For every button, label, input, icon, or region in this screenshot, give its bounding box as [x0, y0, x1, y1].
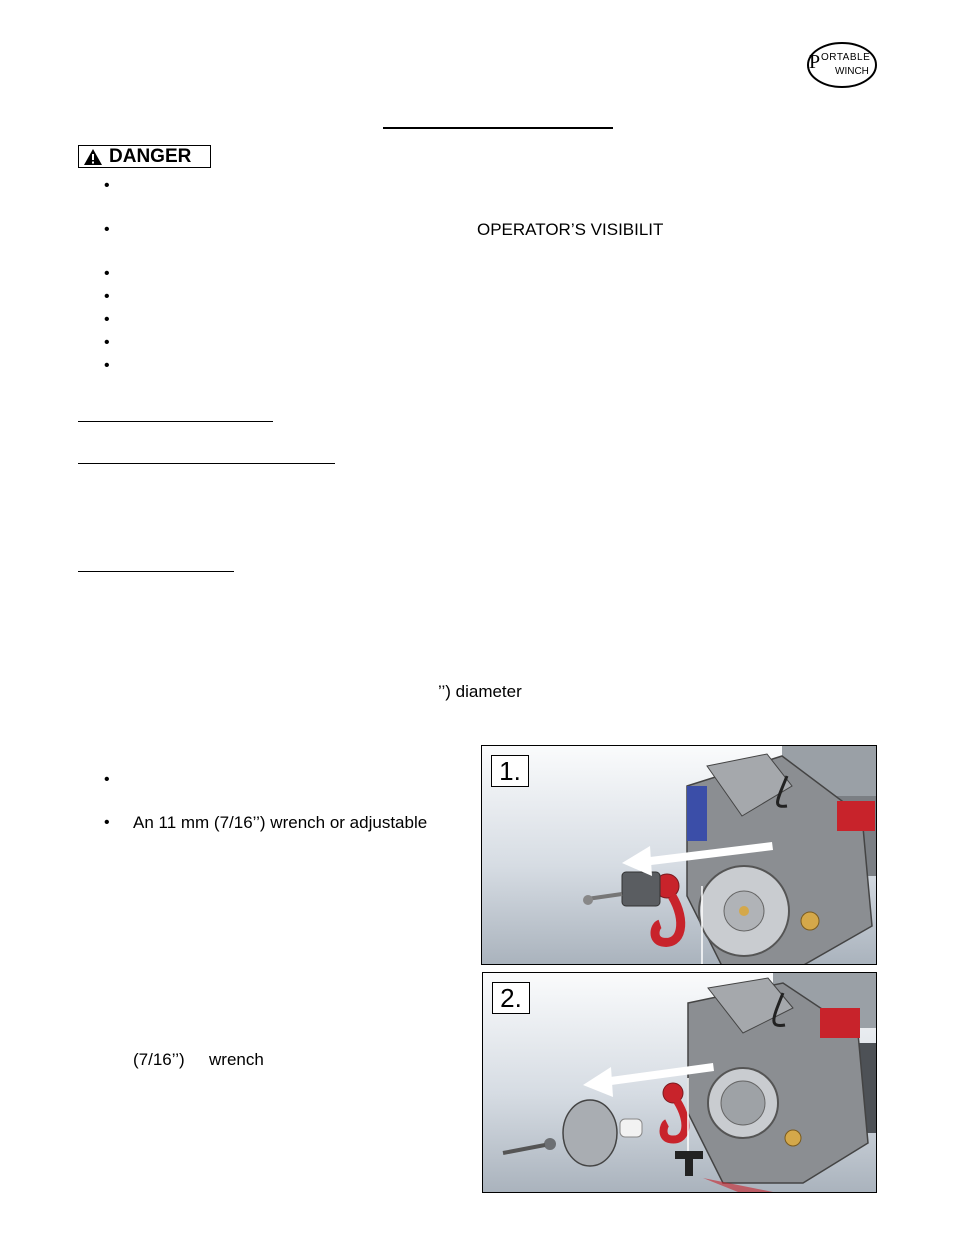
section-heading-underline-1: [78, 421, 273, 422]
danger-label: [78, 145, 211, 168]
danger-bullet-2: OPERATOR’S VISIBILIT: [477, 220, 664, 239]
title-underline: [383, 127, 613, 129]
section-heading-underline-2: [78, 463, 335, 464]
bullet-dot: •: [104, 814, 110, 831]
bullet-dot: •: [104, 221, 110, 238]
section-heading-underline-3: [78, 571, 234, 572]
portable-winch-logo: [805, 40, 879, 90]
logo-line-1: ORTABLE: [821, 52, 871, 63]
warning-triangle-icon: [83, 148, 103, 166]
logo-initial: P: [809, 51, 821, 73]
bullet-dot: •: [104, 177, 110, 194]
figure-2-label: 2.: [492, 982, 530, 1014]
bullet-dot: •: [104, 288, 110, 305]
bullet-dot: •: [104, 311, 110, 328]
winch-illustration-1: [482, 746, 877, 965]
bullet-dot: •: [104, 771, 110, 788]
bullet-dot: •: [104, 265, 110, 282]
figure-2: [482, 972, 877, 1193]
logo-line-2: WINCH: [835, 66, 869, 77]
figure-1-label: 1.: [491, 755, 529, 787]
diameter-text: ’’) diameter: [438, 682, 522, 701]
winch-illustration-2: [483, 973, 877, 1193]
bullet-dot: •: [104, 334, 110, 351]
tools-bullet-2: An 11 mm (7/16’’) wrench or adjustable: [133, 813, 428, 832]
bullet-dot: •: [104, 357, 110, 374]
danger-text: DANGER: [109, 145, 192, 167]
wrench-size-text: (7/16’’): [133, 1050, 185, 1069]
wrench-text: wrench: [209, 1050, 264, 1069]
figure-1: [481, 745, 877, 965]
